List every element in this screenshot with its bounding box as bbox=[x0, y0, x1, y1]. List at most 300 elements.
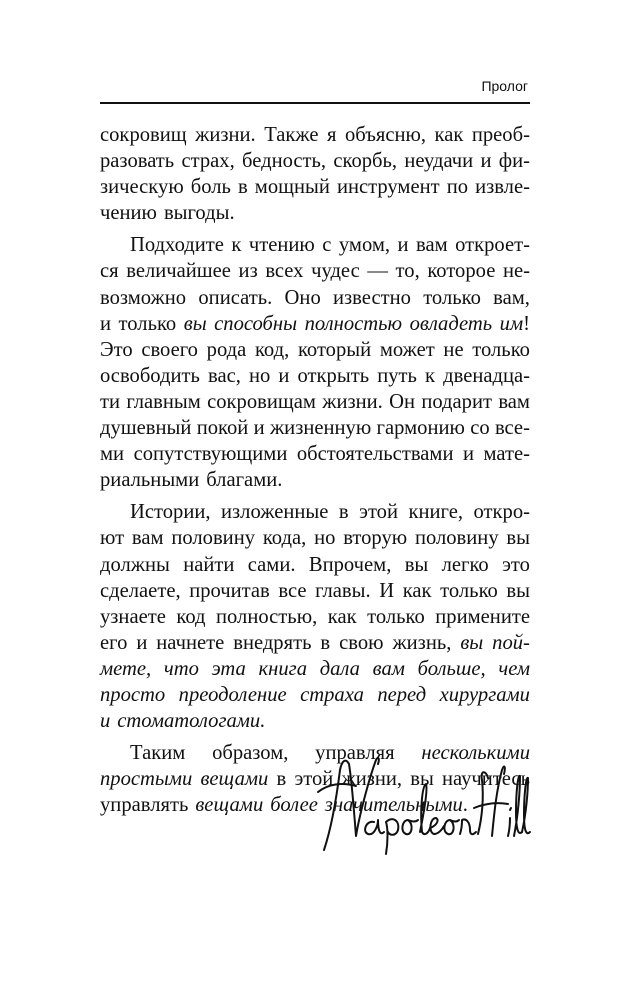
text: который bbox=[297, 338, 372, 361]
text: скорбь, bbox=[333, 150, 398, 173]
word bbox=[100, 578, 181, 604]
text: открыть bbox=[297, 364, 370, 387]
word bbox=[221, 499, 328, 525]
word bbox=[119, 311, 177, 337]
text: код, bbox=[254, 338, 290, 361]
word bbox=[100, 200, 157, 226]
text: но bbox=[314, 527, 336, 550]
text: чению bbox=[100, 202, 157, 225]
running-head: Пролог bbox=[481, 78, 528, 94]
text: возможно bbox=[100, 286, 187, 309]
word bbox=[339, 232, 390, 258]
text: инструмент bbox=[336, 176, 440, 199]
italic-text: стоматологами. bbox=[117, 710, 266, 733]
text: вы bbox=[410, 768, 434, 791]
text: вам, bbox=[493, 286, 530, 309]
italic-text: более bbox=[270, 794, 318, 817]
text: покой bbox=[196, 417, 249, 440]
word bbox=[506, 578, 530, 604]
italic-text: хирургами bbox=[439, 683, 530, 706]
word bbox=[443, 337, 463, 363]
italic-text: вещами bbox=[200, 768, 269, 791]
text: разовать bbox=[100, 150, 175, 173]
text: его bbox=[100, 631, 128, 654]
text: ся bbox=[100, 260, 119, 283]
word bbox=[343, 525, 407, 551]
word bbox=[208, 363, 241, 389]
word bbox=[460, 630, 483, 656]
word bbox=[472, 337, 530, 363]
text-line bbox=[100, 682, 530, 708]
text: внедрять bbox=[233, 631, 312, 654]
text: главы. bbox=[315, 579, 371, 602]
word bbox=[263, 525, 306, 551]
word bbox=[164, 656, 199, 682]
word bbox=[132, 525, 164, 551]
text: только bbox=[367, 605, 425, 628]
word bbox=[171, 525, 255, 551]
text: извле- bbox=[475, 176, 530, 199]
text: изложенные bbox=[221, 501, 329, 524]
text: я bbox=[326, 124, 337, 146]
word bbox=[100, 525, 124, 551]
text: выгоды. bbox=[163, 202, 235, 225]
text-line bbox=[100, 578, 530, 604]
text: и bbox=[278, 364, 290, 387]
word bbox=[255, 337, 289, 363]
text: Истории, bbox=[130, 501, 211, 524]
text: Он bbox=[389, 390, 416, 413]
text: Это bbox=[100, 338, 133, 361]
text: со bbox=[470, 417, 490, 440]
word bbox=[367, 604, 425, 630]
text: и bbox=[136, 631, 148, 654]
text-line bbox=[100, 441, 530, 467]
word bbox=[389, 389, 415, 415]
word bbox=[322, 389, 383, 415]
text: сами. bbox=[247, 553, 296, 576]
text: сделаете, bbox=[100, 579, 181, 602]
word bbox=[492, 630, 530, 656]
word bbox=[126, 258, 231, 284]
word bbox=[297, 441, 454, 467]
text: объясню, bbox=[344, 124, 427, 146]
word bbox=[309, 552, 392, 578]
text: к bbox=[231, 234, 242, 257]
text: подарит bbox=[421, 390, 492, 413]
text: освободить bbox=[100, 364, 200, 387]
text: путь bbox=[377, 364, 417, 387]
text: зическую bbox=[100, 176, 184, 199]
text: жизни. bbox=[322, 390, 383, 413]
text: вы bbox=[506, 527, 530, 550]
word bbox=[242, 148, 326, 174]
text: должны bbox=[100, 553, 170, 576]
word bbox=[493, 285, 530, 311]
text: в bbox=[238, 176, 248, 199]
word bbox=[320, 630, 330, 656]
text: только bbox=[118, 312, 177, 335]
word bbox=[285, 285, 321, 311]
text: главным bbox=[126, 390, 201, 413]
word bbox=[191, 174, 231, 200]
text: бедность, bbox=[242, 150, 327, 173]
word bbox=[255, 174, 330, 200]
text-line bbox=[100, 499, 530, 525]
text: жизнь, bbox=[392, 631, 452, 654]
word bbox=[100, 258, 119, 284]
word bbox=[500, 311, 530, 337]
text: страх, bbox=[181, 150, 235, 173]
word bbox=[130, 740, 185, 766]
word bbox=[447, 174, 468, 200]
text: начнете bbox=[156, 631, 225, 654]
text: этой bbox=[359, 501, 398, 524]
word bbox=[179, 682, 287, 708]
word bbox=[305, 311, 402, 337]
text: только bbox=[440, 579, 498, 602]
word bbox=[207, 337, 247, 363]
word bbox=[484, 441, 531, 467]
text: и bbox=[397, 234, 409, 257]
paragraph bbox=[100, 499, 530, 734]
word bbox=[359, 499, 398, 525]
text-line bbox=[100, 415, 530, 441]
text: только bbox=[472, 338, 530, 361]
italic-text: просто bbox=[100, 683, 166, 706]
word bbox=[314, 525, 335, 551]
text: риальными bbox=[100, 469, 200, 492]
word bbox=[499, 148, 530, 174]
word bbox=[136, 630, 147, 656]
text: мощный bbox=[254, 176, 330, 199]
text: научитесь bbox=[441, 768, 530, 791]
word bbox=[475, 174, 530, 200]
word bbox=[377, 363, 417, 389]
text: как bbox=[402, 579, 432, 602]
text: с bbox=[322, 234, 332, 257]
word bbox=[164, 200, 235, 226]
word bbox=[502, 552, 530, 578]
text: к bbox=[425, 364, 436, 387]
word bbox=[184, 311, 207, 337]
word bbox=[100, 656, 151, 682]
word bbox=[206, 467, 282, 493]
text: это bbox=[502, 553, 530, 576]
text: ти bbox=[100, 390, 121, 413]
word bbox=[212, 740, 288, 766]
text: неудачи bbox=[404, 150, 474, 173]
italic-text: и bbox=[100, 710, 111, 733]
italic-text: чем bbox=[498, 657, 530, 680]
text: мате- bbox=[483, 443, 530, 466]
italic-text: вещами bbox=[195, 794, 264, 817]
italic-text: им bbox=[499, 312, 524, 335]
word bbox=[265, 258, 303, 284]
word bbox=[197, 415, 249, 441]
text: Оно bbox=[284, 286, 321, 309]
word bbox=[435, 604, 530, 630]
text: величайшее bbox=[126, 260, 231, 283]
text-line bbox=[100, 285, 530, 311]
italic-text: больше, bbox=[417, 657, 486, 680]
text-line bbox=[100, 552, 530, 578]
text: кода, bbox=[262, 527, 307, 550]
text: узнаете bbox=[100, 605, 166, 628]
paragraph bbox=[100, 232, 530, 493]
text: умом, bbox=[338, 234, 391, 257]
word bbox=[100, 285, 186, 311]
text: по bbox=[446, 176, 469, 199]
word bbox=[377, 415, 465, 441]
word bbox=[249, 363, 270, 389]
word bbox=[216, 604, 317, 630]
word bbox=[277, 766, 287, 792]
word bbox=[100, 337, 133, 363]
text: сопутствующими bbox=[133, 443, 288, 466]
text: из bbox=[238, 260, 258, 283]
text: образом, bbox=[212, 742, 289, 765]
word bbox=[100, 441, 124, 467]
text: все bbox=[278, 579, 307, 602]
text: легко bbox=[441, 553, 489, 576]
word bbox=[423, 285, 481, 311]
text: откро- bbox=[473, 501, 530, 524]
italic-text: страха bbox=[300, 683, 364, 706]
text: то, bbox=[395, 260, 420, 283]
word bbox=[333, 285, 411, 311]
italic-text: несколькими bbox=[421, 742, 530, 765]
text: жизни, bbox=[341, 768, 403, 791]
word bbox=[345, 122, 426, 148]
word bbox=[442, 552, 489, 578]
text: ют bbox=[100, 527, 125, 550]
text-line bbox=[100, 337, 530, 363]
text: все- bbox=[494, 417, 530, 440]
text: не bbox=[443, 338, 464, 361]
word bbox=[130, 232, 224, 258]
text: которое bbox=[427, 260, 496, 283]
word bbox=[327, 122, 336, 148]
text: и bbox=[462, 443, 474, 466]
word bbox=[418, 656, 486, 682]
word bbox=[100, 174, 184, 200]
italic-text: что bbox=[163, 657, 199, 680]
word bbox=[264, 122, 318, 148]
text: как bbox=[434, 124, 464, 146]
text: книге, bbox=[408, 501, 464, 524]
text: и bbox=[253, 417, 265, 440]
text-line bbox=[100, 148, 530, 174]
text: вы bbox=[404, 553, 429, 576]
word bbox=[498, 656, 530, 682]
text: сокровищам bbox=[207, 390, 316, 413]
text: чудес bbox=[311, 260, 360, 283]
italic-text: простыми bbox=[100, 768, 193, 791]
word bbox=[231, 232, 241, 258]
text: половину bbox=[171, 527, 256, 550]
word bbox=[298, 363, 370, 389]
word bbox=[398, 232, 409, 258]
word bbox=[270, 415, 371, 441]
text: управлять bbox=[100, 794, 189, 817]
word bbox=[415, 525, 499, 551]
word bbox=[311, 258, 360, 284]
word bbox=[410, 311, 493, 337]
text-line bbox=[100, 122, 530, 148]
text-line bbox=[100, 630, 530, 656]
text: и bbox=[100, 312, 112, 335]
text: откроет- bbox=[455, 234, 530, 257]
text: своего bbox=[141, 338, 198, 361]
text: код bbox=[176, 605, 206, 628]
word bbox=[130, 499, 211, 525]
word bbox=[100, 467, 199, 493]
word bbox=[463, 441, 474, 467]
text: жизненную bbox=[269, 417, 372, 440]
word bbox=[181, 148, 234, 174]
text: вы bbox=[506, 579, 530, 602]
word bbox=[207, 389, 316, 415]
text-line bbox=[100, 174, 530, 200]
word bbox=[379, 578, 394, 604]
text-line bbox=[100, 656, 530, 682]
word bbox=[214, 311, 297, 337]
word bbox=[176, 604, 205, 630]
word bbox=[440, 578, 498, 604]
word bbox=[126, 389, 200, 415]
text: — bbox=[367, 260, 388, 283]
word bbox=[333, 148, 397, 174]
word bbox=[298, 337, 371, 363]
text: половину bbox=[414, 527, 499, 550]
word bbox=[100, 122, 187, 148]
text: в bbox=[338, 501, 349, 524]
text: только bbox=[423, 286, 481, 309]
word bbox=[425, 363, 435, 389]
italic-text: вам bbox=[372, 657, 405, 680]
italic-text: вы bbox=[183, 312, 207, 335]
word bbox=[377, 682, 426, 708]
italic-text: эта bbox=[211, 657, 246, 680]
text: известно bbox=[333, 286, 411, 309]
text: этой bbox=[294, 768, 334, 791]
word bbox=[100, 708, 110, 734]
word bbox=[249, 232, 315, 258]
text: ми bbox=[100, 443, 125, 466]
text: боль bbox=[190, 176, 231, 199]
text: вам bbox=[498, 390, 530, 413]
word bbox=[100, 363, 200, 389]
text: рода bbox=[206, 338, 247, 361]
word bbox=[404, 148, 473, 174]
text: душевный bbox=[100, 417, 192, 440]
text-line bbox=[100, 708, 530, 734]
word bbox=[435, 122, 464, 148]
italic-text: вы bbox=[460, 631, 484, 654]
word bbox=[100, 792, 188, 818]
word bbox=[100, 630, 127, 656]
text: благами. bbox=[206, 469, 283, 492]
italic-text: пой- bbox=[492, 631, 530, 654]
text: обстоятельствами bbox=[296, 443, 454, 466]
word bbox=[416, 232, 448, 258]
text: жизни. bbox=[195, 124, 256, 146]
text-line bbox=[100, 200, 530, 226]
text-line bbox=[100, 604, 530, 630]
word bbox=[254, 415, 265, 441]
word bbox=[328, 604, 357, 630]
word bbox=[480, 148, 491, 174]
text: вам bbox=[416, 234, 448, 257]
word bbox=[322, 232, 331, 258]
text: не- bbox=[502, 260, 530, 283]
text: вас, bbox=[208, 364, 241, 387]
text: сокровищ bbox=[100, 124, 187, 146]
text: фи- bbox=[498, 150, 530, 173]
text: может bbox=[379, 338, 435, 361]
word bbox=[100, 682, 165, 708]
italic-text: овладеть bbox=[409, 312, 493, 335]
word bbox=[189, 578, 270, 604]
word bbox=[474, 499, 530, 525]
text: Таким bbox=[130, 742, 186, 765]
text: управляя bbox=[315, 742, 395, 765]
text: как bbox=[327, 605, 357, 628]
text: гармонию bbox=[376, 417, 465, 440]
word bbox=[141, 337, 198, 363]
word bbox=[195, 122, 256, 148]
word bbox=[239, 258, 258, 284]
text: Впрочем, bbox=[308, 553, 392, 576]
text: свою bbox=[339, 631, 384, 654]
word bbox=[198, 285, 272, 311]
text-line bbox=[100, 232, 530, 258]
word bbox=[100, 604, 166, 630]
text: преоб- bbox=[471, 124, 530, 146]
text-line bbox=[100, 467, 530, 493]
word bbox=[498, 389, 530, 415]
word bbox=[270, 792, 318, 818]
word bbox=[238, 174, 248, 200]
word bbox=[409, 499, 464, 525]
word bbox=[195, 792, 263, 818]
text: чтению bbox=[248, 234, 315, 257]
word bbox=[278, 363, 289, 389]
word bbox=[339, 630, 383, 656]
word bbox=[392, 630, 451, 656]
text: полностью, bbox=[216, 605, 318, 628]
text-line bbox=[100, 525, 530, 551]
text: И bbox=[379, 579, 395, 602]
word bbox=[472, 122, 530, 148]
text: . bbox=[462, 794, 468, 817]
italic-text: значительными bbox=[324, 794, 463, 817]
word bbox=[421, 389, 492, 415]
word bbox=[470, 415, 489, 441]
word bbox=[440, 682, 530, 708]
text: двенадца- bbox=[443, 364, 530, 387]
italic-text: преодоление bbox=[178, 683, 287, 706]
text: найти bbox=[183, 553, 235, 576]
paragraph bbox=[100, 122, 530, 226]
word bbox=[337, 174, 440, 200]
word bbox=[100, 148, 174, 174]
text: всех bbox=[265, 260, 304, 283]
text: в bbox=[320, 631, 331, 654]
word bbox=[100, 415, 191, 441]
text-line bbox=[100, 363, 530, 389]
